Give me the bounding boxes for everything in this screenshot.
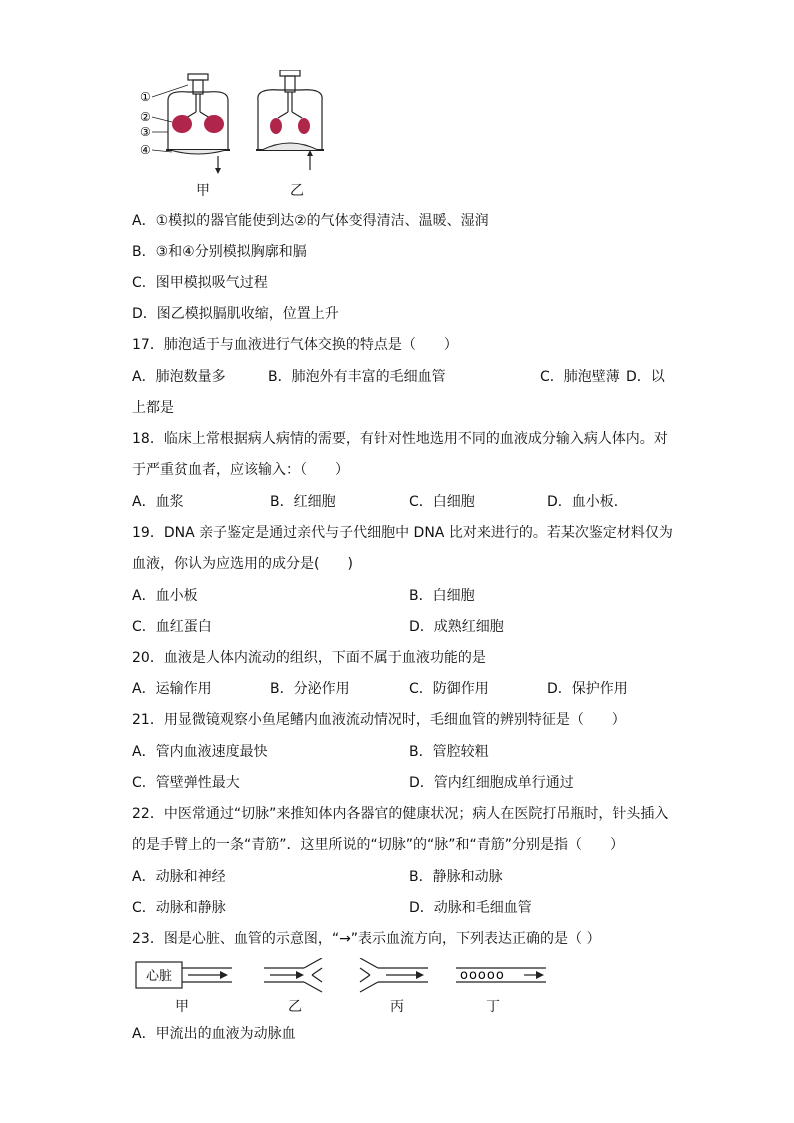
q21-option-d: D．管内红细胞成单行通过 xyxy=(409,775,574,791)
q17-option-b: B．肺泡外有丰富的毛细血管 xyxy=(268,369,446,385)
q19-option-d: D．成熟红细胞 xyxy=(409,619,504,635)
q20-option-d: D．保护作用 xyxy=(547,681,628,697)
vessel-bing xyxy=(360,958,428,992)
vessel-ding xyxy=(456,968,546,983)
q19-stem-line2: 血液，你认为应选用的成分是( ) xyxy=(132,556,353,572)
q23-option-a: A．甲流出的血液为动脉血 xyxy=(132,1026,296,1042)
q22-stem-line2: 的是手臂上的一条“青筋”．这里所说的“切脉”的“脉”和“青筋”分别是指（ ） xyxy=(132,837,625,853)
q17-stem: 17．肺泡适于与血液进行气体交换的特点是（ ） xyxy=(132,337,458,353)
q18-stem-line2: 于严重贫血者，应该输入：（ ） xyxy=(132,462,349,478)
figure1-caption-yi: 乙 xyxy=(290,183,304,199)
q21-stem: 21．用显微镜观察小鱼尾鳍内血液流动情况时，毛细血管的辨别特征是（ ） xyxy=(132,712,626,728)
lung-model-figure xyxy=(130,70,330,200)
q20-option-b: B．分泌作用 xyxy=(270,681,350,697)
q22-stem-line1: 22．中医常通过“切脉”来推知体内各器官的健康状况；病人在医院打吊瓶时，针头插入 xyxy=(132,806,669,822)
q17-continuation: 上都是 xyxy=(132,400,174,416)
q19-option-b: B．白细胞 xyxy=(409,588,475,604)
q21-option-b: B．管腔较粗 xyxy=(409,744,489,760)
q22-option-a: A．动脉和神经 xyxy=(132,869,226,885)
q18-option-c: C．白细胞 xyxy=(409,494,475,510)
heart-label: 心脏 xyxy=(145,969,173,984)
q22-option-b: B．静脉和动脉 xyxy=(409,869,503,885)
q16-option-d: D．图乙模拟膈肌收缩，位置上升 xyxy=(132,306,339,322)
q17-option-c: C．肺泡壁薄 xyxy=(540,369,620,385)
marker-2: ② xyxy=(140,110,151,124)
q16-option-c: C．图甲模拟吸气过程 xyxy=(132,275,268,291)
q16-option-a: A．①模拟的器官能使到达②的气体变得清洁、温暖、湿润 xyxy=(132,213,489,229)
q16-option-b: B．③和④分别模拟胸廓和膈 xyxy=(132,244,307,260)
vessel-yi xyxy=(264,958,322,992)
q23-caption-bing: 丙 xyxy=(390,999,404,1015)
q17-option-d: D．以 xyxy=(626,369,665,385)
q18-option-d: D．血小板． xyxy=(547,494,628,510)
q18-option-b: B．红细胞 xyxy=(270,494,336,510)
q23-caption-yi: 乙 xyxy=(288,999,302,1015)
q20-option-c: C．防御作用 xyxy=(409,681,489,697)
q19-option-a: A．血小板 xyxy=(132,588,198,604)
q20-option-a: A．运输作用 xyxy=(132,681,212,697)
heart-vessel-figure xyxy=(132,958,562,994)
q22-option-d: D．动脉和毛细血管 xyxy=(409,900,532,916)
q21-option-c: C．管壁弹性最大 xyxy=(132,775,240,791)
marker-3: ③ xyxy=(140,125,151,139)
q22-option-c: C．动脉和静脉 xyxy=(132,900,226,916)
vessel-jia xyxy=(136,962,232,988)
lung-model-yi xyxy=(256,70,324,170)
capillary-cells: ooooo xyxy=(460,968,505,983)
q17-option-a: A．肺泡数量多 xyxy=(132,369,226,385)
q23-caption-ding: 丁 xyxy=(486,999,500,1015)
figure1-caption-jia: 甲 xyxy=(196,183,210,199)
q18-option-a: A．血浆 xyxy=(132,494,184,510)
q20-stem: 20．血液是人体内流动的组织，下面不属于血液功能的是 xyxy=(132,650,486,666)
marker-1: ① xyxy=(140,90,151,104)
q23-caption-jia: 甲 xyxy=(175,999,189,1015)
q23-stem: 23．图是心脏、血管的示意图，“→”表示血流方向，下列表达正确的是（ ） xyxy=(132,931,601,947)
marker-4: ④ xyxy=(140,143,151,157)
q21-option-a: A．管内血液速度最快 xyxy=(132,744,268,760)
q19-stem-line1: 19．DNA 亲子鉴定是通过亲代与子代细胞中 DNA 比对来进行的。若某次鉴定材料仅为 xyxy=(132,525,673,541)
q18-stem-line1: 18．临床上常根据病人病情的需要，有针对性地选用不同的血液成分输入病人体内。对 xyxy=(132,431,668,447)
q19-option-c: C．血红蛋白 xyxy=(132,619,212,635)
